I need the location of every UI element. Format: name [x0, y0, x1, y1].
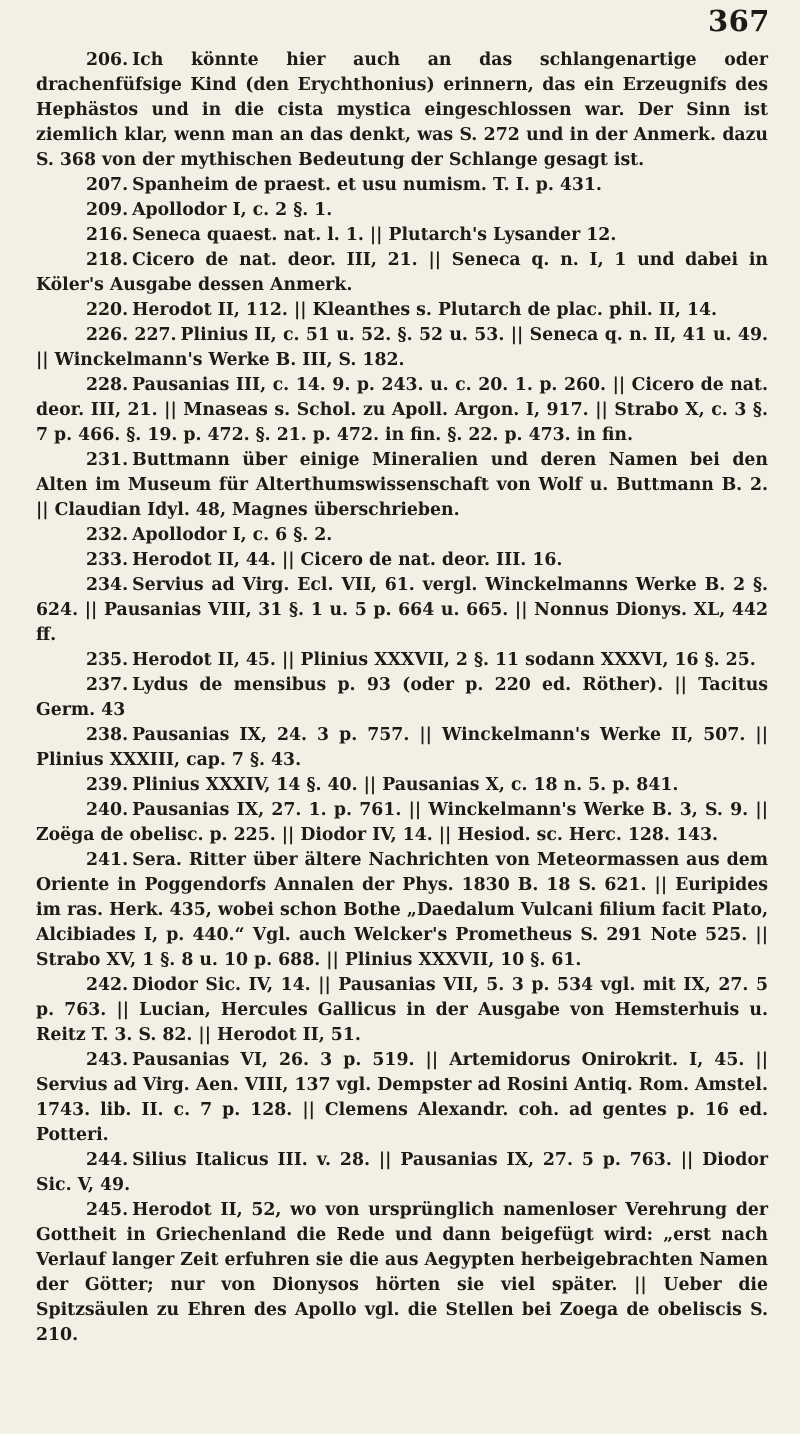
- note-number: 220.: [86, 300, 129, 320]
- note-text: Diodor Sic. IV, 14. || Pausanias VII, 5. 3 p. 534 vgl. mit IX, 27. 5 p. 763. || Lucian, Hercules Gallicus in der Ausgabe von Hemsterhuis u. Reitz T. 3. S. 82. || Herodot II, 51.: [36, 975, 768, 1045]
- note-number: 231.: [86, 450, 129, 470]
- note-232: [36, 523, 768, 548]
- note-text: Buttmann über einige Mineralien und deren Namen bei den Alten im Museum für Alterthumswissenschaft von Wolf u. Buttmann B. 2. || Claudian Idyl. 48, Magnes überschrieben.: [36, 450, 768, 520]
- note-text: Lydus de mensibus p. 93 (oder p. 220 ed. Röther). || Tacitus Germ. 43: [36, 675, 768, 720]
- note-235: [36, 648, 768, 673]
- note-text: Cicero de nat. deor. III, 21. || Seneca q. n. I, 1 und dabei in Köler's Ausgabe dessen Anmerk.: [36, 250, 768, 295]
- note-240: [36, 798, 768, 848]
- note-text: Spanheim de praest. et usu numism. T. I. p. 431.: [132, 175, 602, 195]
- note-text: Herodot II, 45. || Plinius XXXVII, 2 §. 11 sodann XXXVI, 16 §. 25.: [132, 650, 756, 670]
- note-number: 240.: [86, 800, 129, 820]
- note-number: 237.: [86, 675, 129, 695]
- note-number: 216.: [86, 225, 129, 245]
- note-number: 209.: [86, 200, 129, 220]
- note-text: Herodot II, 52, wo von ursprünglich namenloser Verehrung der Gottheit in Griechenland die Rede und dann beigefügt wird: „erst nach Verlauf langer Zeit erfuhren sie die aus Aegypten herbeigebrachten Namen der Götter; nur von Dionysos hörten sie viel später. || Ueber die Spitzsäulen zu Ehren des Apollo vgl. die Stellen bei Zoega de obeliscis S. 210.: [36, 1200, 768, 1345]
- note-number: 226. 227.: [86, 325, 177, 345]
- note-text: Plinius II, c. 51 u. 52. §. 52 u. 53. || Seneca q. n. II, 41 u. 49. || Winckelmann's Werke B. III, S. 182.: [36, 325, 768, 370]
- note-text: Sera. Ritter über ältere Nachrichten von Meteormassen aus dem Oriente in Poggendorfs Annalen der Phys. 1830 B. 18 S. 621. || Euripides im ras. Herk. 435, wobei schon Bothe „Daedalum Vulcani filium facit Plato, Alcibiades I, p. 440.“ Vgl. auch Welcker's Prometheus S. 291 Note 525. || Strabo XV, 1 §. 8 u. 10 p. 688. || Plinius XXXVII, 10 §. 61.: [36, 850, 768, 970]
- note-number: 232.: [86, 525, 129, 545]
- note-207: [36, 173, 768, 198]
- note-216: [36, 223, 768, 248]
- note-209: [36, 198, 768, 223]
- note-242: [36, 973, 768, 1048]
- note-text: Pausanias III, c. 14. 9. p. 243. u. c. 20. 1. p. 260. || Cicero de nat. deor. III, 21. || Mnaseas s. Schol. zu Apoll. Argon. I, 917. || Strabo X, c. 3 §. 7 p. 466. §. 19. p. 472. §. 21. p. 472. in fin. §. 22. p. 473. in fin.: [36, 375, 768, 445]
- note-number: 234.: [86, 575, 129, 595]
- note-text: Herodot II, 44. || Cicero de nat. deor. III. 16.: [132, 550, 563, 570]
- note-237: [36, 673, 768, 723]
- note-238: [36, 723, 768, 773]
- note-245: [36, 1198, 768, 1348]
- note-text: Pausanias IX, 24. 3 p. 757. || Winckelmann's Werke II, 507. || Plinius XXXIII, cap. 7 §. 43.: [36, 725, 768, 770]
- note-number: 243.: [86, 1050, 129, 1070]
- note-text: Seneca quaest. nat. l. 1. || Plutarch's Lysander 12.: [132, 225, 617, 245]
- note-226-227: [36, 323, 768, 373]
- note-228: [36, 373, 768, 448]
- note-233: [36, 548, 768, 573]
- note-number: 244.: [86, 1150, 129, 1170]
- note-number: 206.: [86, 50, 129, 70]
- note-number: 238.: [86, 725, 129, 745]
- note-text: Pausanias IX, 27. 1. p. 761. || Winckelmann's Werke B. 3, S. 9. || Zoëga de obelisc. p. 225. || Diodor IV, 14. || Hesiod. sc. Herc. 128. 143.: [36, 800, 768, 845]
- note-text: Silius Italicus III. v. 28. || Pausanias IX, 27. 5 p. 763. || Diodor Sic. V, 49.: [36, 1150, 768, 1195]
- note-text: Ich könnte hier auch an das schlangenartige oder drachenfüfsige Kind (den Erychthonius) erinnern, das ein Erzeugnifs des Hephästos und in die cista mystica eingeschlossen war. Der Sinn ist ziemlich klar, wenn man an das denkt, was S. 272 und in der Anmerk. dazu S. 368 von der mythischen Bedeutung der Schlange gesagt ist.: [36, 50, 768, 170]
- note-number: 228.: [86, 375, 129, 395]
- note-220: [36, 298, 768, 323]
- note-241: [36, 848, 768, 973]
- page-number: 367: [707, 4, 770, 38]
- note-231: [36, 448, 768, 523]
- note-text: Plinius XXXIV, 14 §. 40. || Pausanias X, c. 18 n. 5. p. 841.: [132, 775, 679, 795]
- note-number: 241.: [86, 850, 129, 870]
- note-243: [36, 1048, 768, 1148]
- note-218: [36, 248, 768, 298]
- note-number: 218.: [86, 250, 129, 270]
- note-text: Servius ad Virg. Ecl. VII, 61. vergl. Winckelmanns Werke B. 2 §. 624. || Pausanias VIII, 31 §. 1 u. 5 p. 664 u. 665. || Nonnus Dionys. XL, 442 ff.: [36, 575, 768, 645]
- note-244: [36, 1148, 768, 1198]
- note-number: 245.: [86, 1200, 129, 1220]
- note-239: [36, 773, 768, 798]
- note-text: Pausanias VI, 26. 3 p. 519. || Artemidorus Onirokrit. I, 45. || Servius ad Virg. Aen. VIII, 137 vgl. Dempster ad Rosini Antiq. Rom. Amstel. 1743. lib. II. c. 7 p. 128. || Clemens Alexandr. coh. ad gentes p. 16 ed. Potteri.: [36, 1050, 768, 1145]
- note-text: Apollodor I, c. 2 §. 1.: [132, 200, 333, 220]
- note-number: 242.: [86, 975, 129, 995]
- endnotes: [36, 48, 768, 1348]
- note-text: Apollodor I, c. 6 §. 2.: [132, 525, 333, 545]
- note-number: 235.: [86, 650, 129, 670]
- note-text: Herodot II, 112. || Kleanthes s. Plutarch de plac. phil. II, 14.: [132, 300, 718, 320]
- note-234: [36, 573, 768, 648]
- note-number: 239.: [86, 775, 129, 795]
- note-number: 233.: [86, 550, 129, 570]
- note-206: [36, 48, 768, 173]
- note-number: 207.: [86, 175, 129, 195]
